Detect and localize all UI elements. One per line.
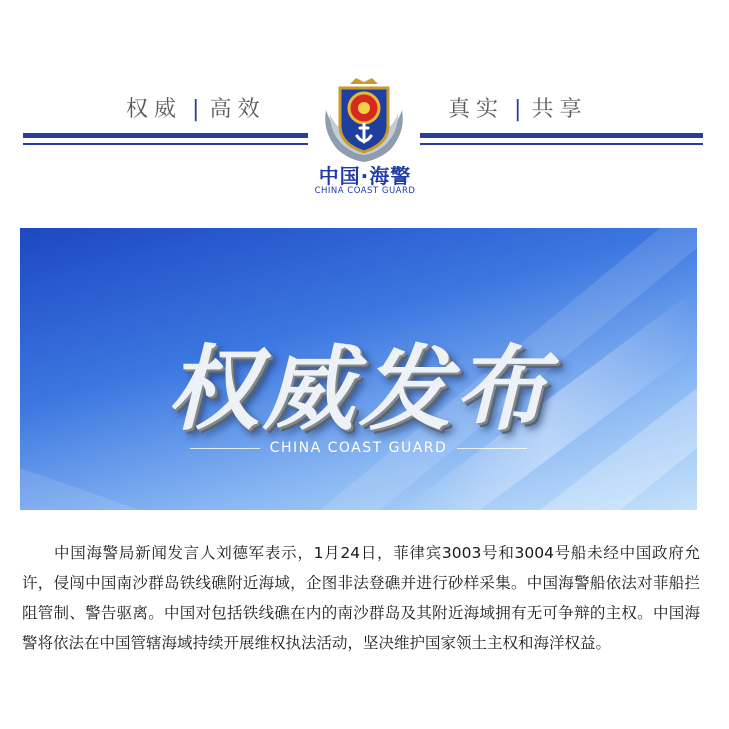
slogan-word: 权威 (126, 97, 183, 122)
slogan-word: 真实 (448, 97, 505, 122)
slogan-right (448, 92, 587, 123)
article-body: 中国海警局新闻发言人刘德军表示，1月24日，菲律宾3003号和3004号船未经中国政府允许，侵闯中国南沙群岛铁线礁附近海域，企图非法登礁并进行砂样采集。中国海警船依法对菲船拦阻管制、警告驱离。中国对包括铁线礁在内的南沙群岛及其附近海域拥有无可争辩的主权。中国海警将依法在中国管辖海域持续开展维权执法活动，坚决维护国家领土主权和海洋权益。 (22, 544, 700, 652)
slogan-separator: | (514, 97, 522, 122)
brand-name-en: CHINA COAST GUARD (314, 186, 416, 196)
coast-guard-emblem-icon (316, 70, 412, 166)
slogan-word: 高效 (209, 97, 266, 122)
brand-name-cn: 中国·海警 (318, 164, 412, 188)
header (0, 0, 729, 210)
slogan-left (126, 92, 265, 123)
banner-subtitle: CHINA COAST GUARD (20, 440, 697, 456)
slogan-word: 共享 (531, 97, 588, 122)
banner-title: 权威发布 (166, 336, 551, 443)
hero-banner (20, 228, 697, 510)
slogan-separator: | (192, 97, 200, 122)
